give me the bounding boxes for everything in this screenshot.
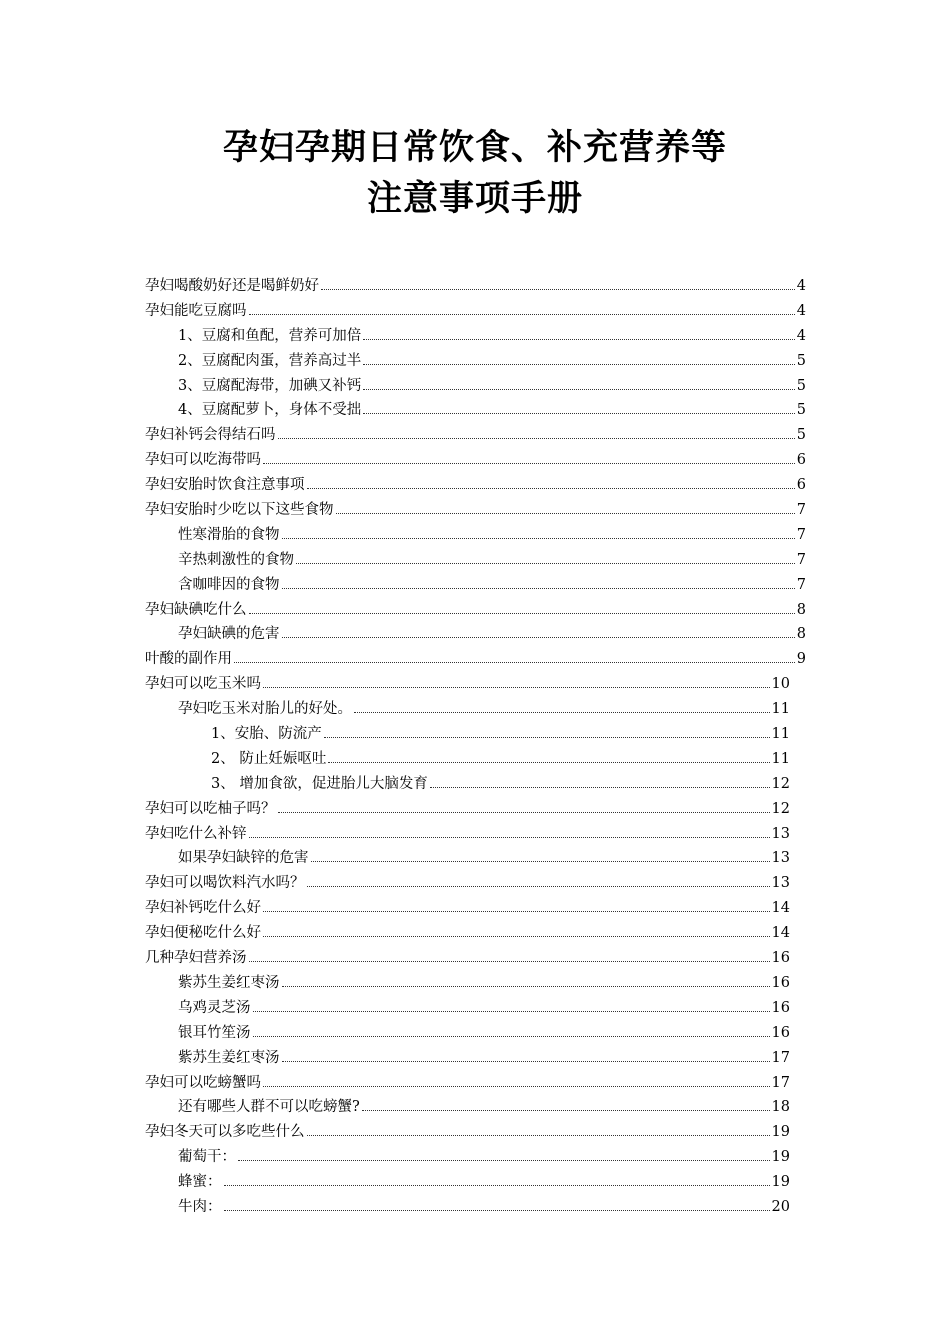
toc-entry[interactable]	[145, 374, 806, 399]
toc-dot-leader	[249, 612, 795, 614]
toc-entry-title: 蜂蜜：	[178, 1174, 222, 1191]
toc-entry-title: 孕妇吃什么补锌	[145, 825, 247, 842]
toc-entry[interactable]	[145, 573, 806, 598]
toc-entry[interactable]	[145, 797, 790, 822]
toc-entry-page-number: 5	[796, 352, 806, 369]
toc-dot-leader	[336, 512, 795, 514]
toc-dot-leader	[234, 661, 795, 663]
toc-entry-page-number: 17	[771, 1049, 790, 1066]
toc-entry-page-number: 4	[796, 278, 806, 294]
toc-dot-leader	[278, 437, 795, 439]
toc-entry-page-number: 5	[796, 427, 806, 444]
toc-entry[interactable]	[145, 523, 806, 548]
toc-dot-leader	[363, 338, 795, 340]
toc-entry-page-number: 20	[771, 1198, 790, 1215]
toc-dot-leader	[263, 910, 770, 912]
toc-entry[interactable]	[145, 747, 790, 772]
toc-entry-page-number: 11	[771, 701, 790, 718]
toc-entry-title: 孕妇安胎时饮食注意事项	[145, 477, 305, 494]
toc-dot-leader	[282, 587, 795, 589]
toc-dot-leader	[263, 935, 770, 937]
toc-dot-leader	[363, 412, 795, 414]
toc-entry[interactable]	[145, 1195, 790, 1220]
toc-entry[interactable]	[145, 498, 806, 523]
toc-entry[interactable]	[145, 1046, 790, 1071]
toc-entry-title: 孕妇缺碘的危害	[178, 626, 280, 643]
toc-dot-leader	[311, 860, 770, 862]
toc-entry[interactable]	[145, 324, 806, 349]
toc-entry[interactable]	[145, 1120, 790, 1145]
toc-entry-title: 孕妇安胎时少吃以下这些食物	[145, 502, 334, 519]
toc-entry-page-number: 9	[796, 651, 806, 668]
toc-entry[interactable]	[145, 274, 806, 299]
toc-entry-page-number: 7	[796, 502, 806, 519]
document-title-line-1: 孕妇孕期日常饮食、补充营养等	[222, 128, 727, 168]
toc-entry-page-number: 18	[771, 1099, 790, 1116]
toc-entry-page-number: 16	[771, 974, 790, 991]
toc-entry-title: 孕妇便秘吃什么好	[145, 925, 261, 942]
toc-entry-page-number: 10	[771, 676, 790, 693]
table-of-contents	[145, 274, 806, 1220]
toc-dot-leader	[263, 686, 770, 688]
toc-dot-leader	[249, 313, 795, 315]
toc-dot-leader	[224, 1184, 770, 1186]
toc-entry-page-number: 6	[796, 477, 806, 494]
toc-dot-leader	[430, 786, 770, 788]
toc-entry-page-number: 19	[771, 1124, 790, 1141]
toc-entry-title: 2、豆腐配肉蛋，营养高过半	[178, 352, 362, 369]
toc-entry[interactable]	[145, 946, 790, 971]
toc-entry[interactable]	[145, 647, 806, 672]
toc-entry-title: 辛热刺激性的食物	[178, 551, 294, 568]
toc-entry[interactable]	[145, 697, 790, 722]
toc-entry-page-number: 5	[796, 402, 806, 419]
toc-entry-page-number: 4	[796, 302, 806, 319]
toc-entry-title: 3、 增加食欲，促进胎儿大脑发育	[211, 775, 428, 792]
toc-entry-title: 孕妇补钙会得结石吗	[145, 427, 276, 444]
toc-entry-page-number: 13	[771, 875, 790, 892]
toc-entry[interactable]	[145, 598, 806, 623]
toc-dot-leader	[321, 288, 795, 290]
toc-entry[interactable]	[145, 299, 806, 324]
toc-entry-page-number: 13	[771, 850, 790, 867]
toc-entry-title: 还有哪些人群不可以吃螃蟹?	[178, 1099, 360, 1116]
toc-entry-page-number: 11	[771, 750, 790, 767]
toc-dot-leader	[307, 1134, 770, 1136]
toc-entry-title: 1、安胎、防流产	[211, 726, 322, 743]
toc-dot-leader	[362, 1109, 770, 1111]
toc-entry-title: 葡萄干：	[178, 1149, 236, 1166]
toc-dot-leader	[249, 836, 770, 838]
toc-entry-title: 牛肉：	[178, 1198, 222, 1215]
toc-entry[interactable]	[145, 349, 806, 374]
toc-entry-page-number: 17	[771, 1074, 790, 1091]
toc-dot-leader	[282, 985, 770, 987]
toc-entry-page-number: 12	[771, 775, 790, 792]
toc-entry-title: 含咖啡因的食物	[178, 576, 280, 593]
toc-entry-title: 孕妇可以喝饮料汽水吗？	[145, 875, 305, 892]
toc-entry-page-number: 13	[771, 825, 790, 842]
toc-entry[interactable]	[145, 1095, 790, 1120]
toc-entry[interactable]	[145, 1021, 790, 1046]
toc-entry[interactable]	[145, 896, 790, 921]
toc-entry-page-number: 19	[771, 1174, 790, 1191]
toc-entry-title: 孕妇可以吃玉米吗	[145, 676, 261, 693]
toc-entry[interactable]	[145, 846, 790, 871]
toc-dot-leader	[278, 811, 770, 813]
toc-entry[interactable]	[145, 971, 790, 996]
toc-entry[interactable]	[145, 1071, 790, 1096]
toc-entry-title: 孕妇喝酸奶好还是喝鲜奶好	[145, 278, 319, 294]
toc-entry-title: 孕妇可以吃螃蟹吗	[145, 1074, 261, 1091]
toc-entry[interactable]	[145, 1170, 790, 1195]
toc-dot-leader	[363, 388, 795, 390]
toc-dot-leader	[263, 1085, 770, 1087]
toc-entry-page-number: 5	[796, 377, 806, 394]
toc-entry-title: 1、豆腐和鱼配，营养可加倍	[178, 327, 362, 344]
toc-entry-title: 如果孕妇缺锌的危害	[178, 850, 309, 867]
toc-entry-page-number: 16	[771, 1024, 790, 1041]
toc-entry[interactable]	[145, 622, 806, 647]
toc-entry[interactable]	[145, 548, 806, 573]
toc-entry-title: 孕妇补钙吃什么好	[145, 900, 261, 917]
toc-entry-page-number: 6	[796, 452, 806, 469]
toc-dot-leader	[249, 960, 770, 962]
toc-entry-page-number: 7	[796, 551, 806, 568]
toc-dot-leader	[296, 562, 795, 564]
toc-entry-title: 几种孕妇营养汤	[145, 950, 247, 967]
toc-dot-leader	[253, 1035, 770, 1037]
toc-dot-leader	[354, 711, 770, 713]
toc-entry-title: 性寒滑胎的食物	[178, 526, 280, 543]
toc-entry-page-number: 4	[796, 327, 806, 344]
toc-entry[interactable]	[145, 822, 790, 847]
toc-entry-page-number: 8	[796, 601, 806, 618]
toc-entry-page-number: 14	[771, 925, 790, 942]
toc-dot-leader	[282, 537, 795, 539]
toc-dot-leader	[282, 1060, 770, 1062]
toc-entry-title: 孕妇能吃豆腐吗	[145, 302, 247, 319]
toc-dot-leader	[224, 1209, 770, 1211]
toc-entry[interactable]	[145, 672, 790, 697]
toc-entry[interactable]	[145, 772, 790, 797]
toc-entry-title: 银耳竹笙汤	[178, 1024, 251, 1041]
toc-dot-leader	[238, 1159, 770, 1161]
toc-entry-title: 孕妇可以吃柚子吗？	[145, 800, 276, 817]
toc-entry[interactable]	[145, 722, 790, 747]
toc-entry-page-number: 12	[771, 800, 790, 817]
toc-entry-title: 孕妇冬天可以多吃些什么	[145, 1124, 305, 1141]
toc-entry-title: 乌鸡灵芝汤	[178, 999, 251, 1016]
toc-entry-page-number: 7	[796, 576, 806, 593]
document-title-line-2: 注意事项手册	[366, 179, 583, 219]
toc-entry-title: 紫苏生姜红枣汤	[178, 974, 280, 991]
toc-entry-title: 孕妇可以吃海带吗	[145, 452, 261, 469]
toc-dot-leader	[324, 736, 770, 738]
toc-entry[interactable]	[145, 871, 790, 896]
toc-entry-title: 孕妇吃玉米对胎儿的好处。	[178, 701, 352, 718]
toc-entry[interactable]	[145, 921, 790, 946]
toc-entry-page-number: 16	[771, 950, 790, 967]
toc-entry-title: 2、 防止妊娠呕吐	[211, 750, 327, 767]
toc-dot-leader	[307, 885, 770, 887]
toc-dot-leader	[307, 487, 795, 489]
toc-entry[interactable]	[145, 473, 806, 498]
toc-entry-page-number: 16	[771, 999, 790, 1016]
toc-entry[interactable]	[145, 423, 806, 448]
toc-entry[interactable]	[145, 996, 790, 1021]
toc-entry[interactable]	[145, 448, 806, 473]
toc-entry-title: 孕妇缺碘吃什么	[145, 601, 247, 618]
toc-entry-page-number: 14	[771, 900, 790, 917]
toc-entry-title: 3、豆腐配海带，加碘又补钙	[178, 377, 362, 394]
toc-dot-leader	[282, 636, 795, 638]
toc-entry-page-number: 7	[796, 526, 806, 543]
toc-entry[interactable]	[145, 1145, 790, 1170]
toc-entry-page-number: 19	[771, 1149, 790, 1166]
toc-dot-leader	[328, 761, 769, 763]
toc-entry-title: 叶酸的副作用	[145, 651, 232, 668]
toc-dot-leader	[263, 462, 795, 464]
toc-dot-leader	[253, 1010, 770, 1012]
toc-entry-title: 紫苏生姜红枣汤	[178, 1049, 280, 1066]
toc-entry-page-number: 11	[771, 726, 790, 743]
toc-entry-page-number: 8	[796, 626, 806, 643]
toc-entry[interactable]	[145, 398, 806, 423]
toc-dot-leader	[363, 363, 795, 365]
toc-entry-title: 4、豆腐配萝卜，身体不受拙	[178, 402, 362, 419]
